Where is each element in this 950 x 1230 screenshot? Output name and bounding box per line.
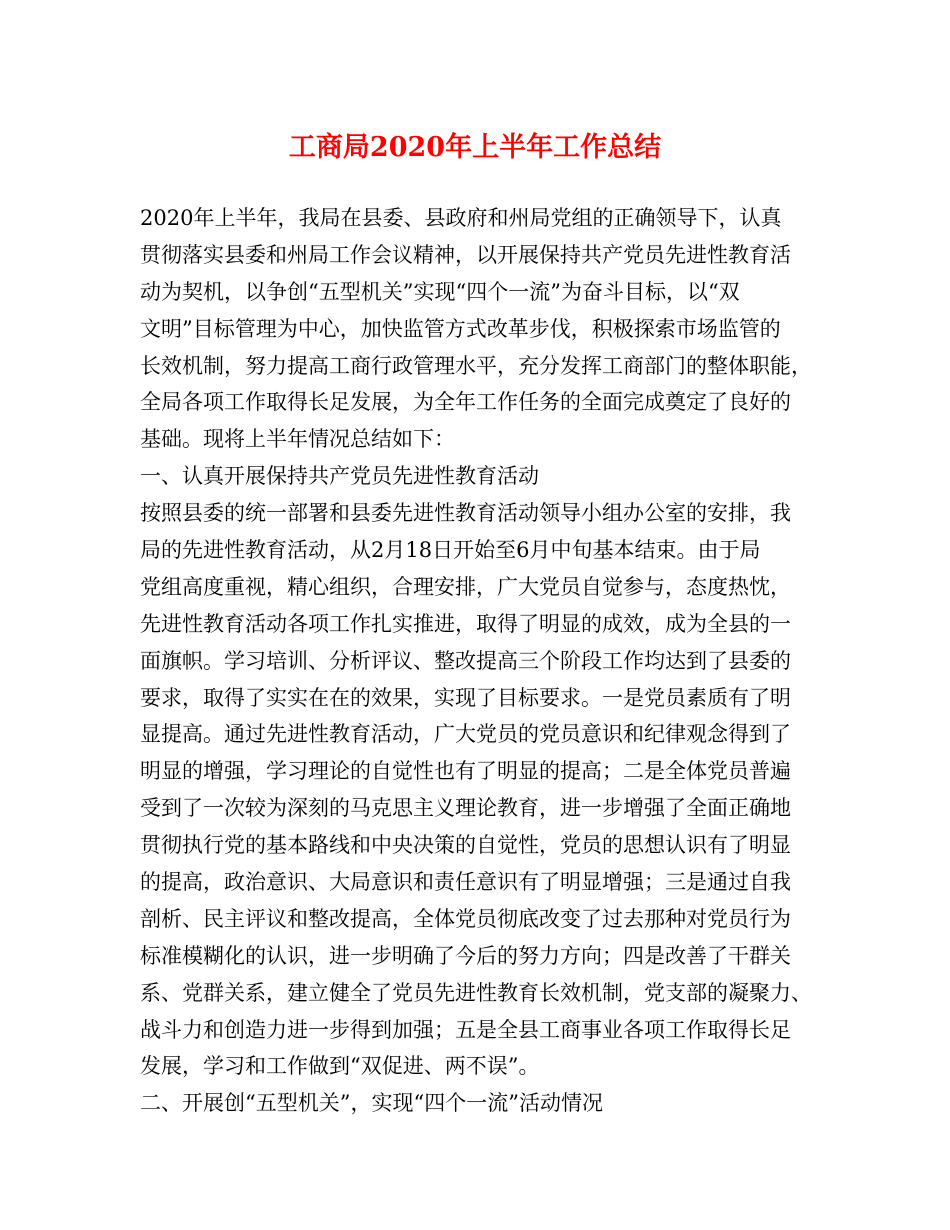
paragraph-line: 显提高。通过先进性教育活动，广大党员的党员意识和纪律观念得到了 — [140, 722, 791, 747]
paragraph-line: 贯彻落实县委和州局工作会议精神，以开展保持共产党员先进性教育活 — [140, 242, 791, 267]
section-heading: 二、开展创“五型机关”，实现“四个一流”活动情况 — [140, 1091, 603, 1116]
document-title: 工商局2020年上半年工作总结 — [288, 132, 662, 163]
paragraph-line: 明显的增强，学习理论的自觉性也有了明显的提高；二是全体党员普遍 — [140, 759, 791, 784]
paragraph-line: 局的先进性教育活动，从2月18日开始至6月中旬基本结束。由于局 — [140, 538, 761, 563]
paragraph-line: 战斗力和创造力进一步得到加强；五是全县工商事业各项工作取得长足 — [140, 1017, 791, 1042]
section-heading: 一、认真开展保持共产党员先进性教育活动 — [140, 464, 539, 489]
paragraph-line: 文明”目标管理为中心，加快监管方式改革步伐，积极探索市场监管的 — [140, 316, 781, 341]
paragraph-line: 贯彻执行党的基本路线和中央决策的自觉性，党员的思想认识有了明显 — [140, 833, 791, 858]
paragraph-line: 剖析、民主评议和整改提高，全体党员彻底改变了过去那种对党员行为 — [140, 906, 791, 931]
paragraph-line: 2020年上半年，我局在县委、县政府和州局党组的正确领导下，认真 — [140, 206, 782, 230]
paragraph-line: 全局各项工作取得长足发展，为全年工作任务的全面完成奠定了良好的 — [140, 390, 791, 415]
paragraph-line: 先进性教育活动各项工作扎实推进，取得了明显的成效，成为全县的一 — [140, 611, 791, 636]
paragraph-line: 发展，学习和工作做到“双促进、两不误”。 — [140, 1054, 540, 1079]
paragraph-line: 要求，取得了实实在在的效果，实现了目标要求。一是党员素质有了明 — [140, 685, 791, 710]
paragraph-line: 长效机制，努力提高工商行政管理水平，充分发挥工商部门的整体职能， — [140, 353, 812, 378]
document-body — [140, 200, 830, 1122]
paragraph-line: 系、党群关系，建立健全了党员先进性教育长效机制，党支部的凝聚力、 — [140, 980, 812, 1005]
paragraph-line: 动为契机，以争创“五型机关”实现“四个一流”为奋斗目标，以“双 — [140, 279, 740, 304]
paragraph-line: 标准模糊化的认识，进一步明确了今后的努力方向；四是改善了干群关 — [140, 943, 791, 968]
paragraph-line: 基础。现将上半年情况总结如下： — [140, 427, 455, 452]
paragraph-line: 的提高，政治意识、大局意识和责任意识有了明显增强；三是通过自我 — [140, 870, 791, 895]
paragraph-line: 受到了一次较为深刻的马克思主义理论教育，进一步增强了全面正确地 — [140, 796, 791, 821]
paragraph-line: 按照县委的统一部署和县委先进性教育活动领导小组办公室的安排，我 — [140, 501, 791, 526]
paragraph-line: 面旗帜。学习培训、分析评议、整改提高三个阶段工作均达到了县委的 — [140, 648, 791, 673]
paragraph-line: 党组高度重视，精心组织，合理安排，广大党员自觉参与，态度热忱， — [140, 574, 791, 599]
